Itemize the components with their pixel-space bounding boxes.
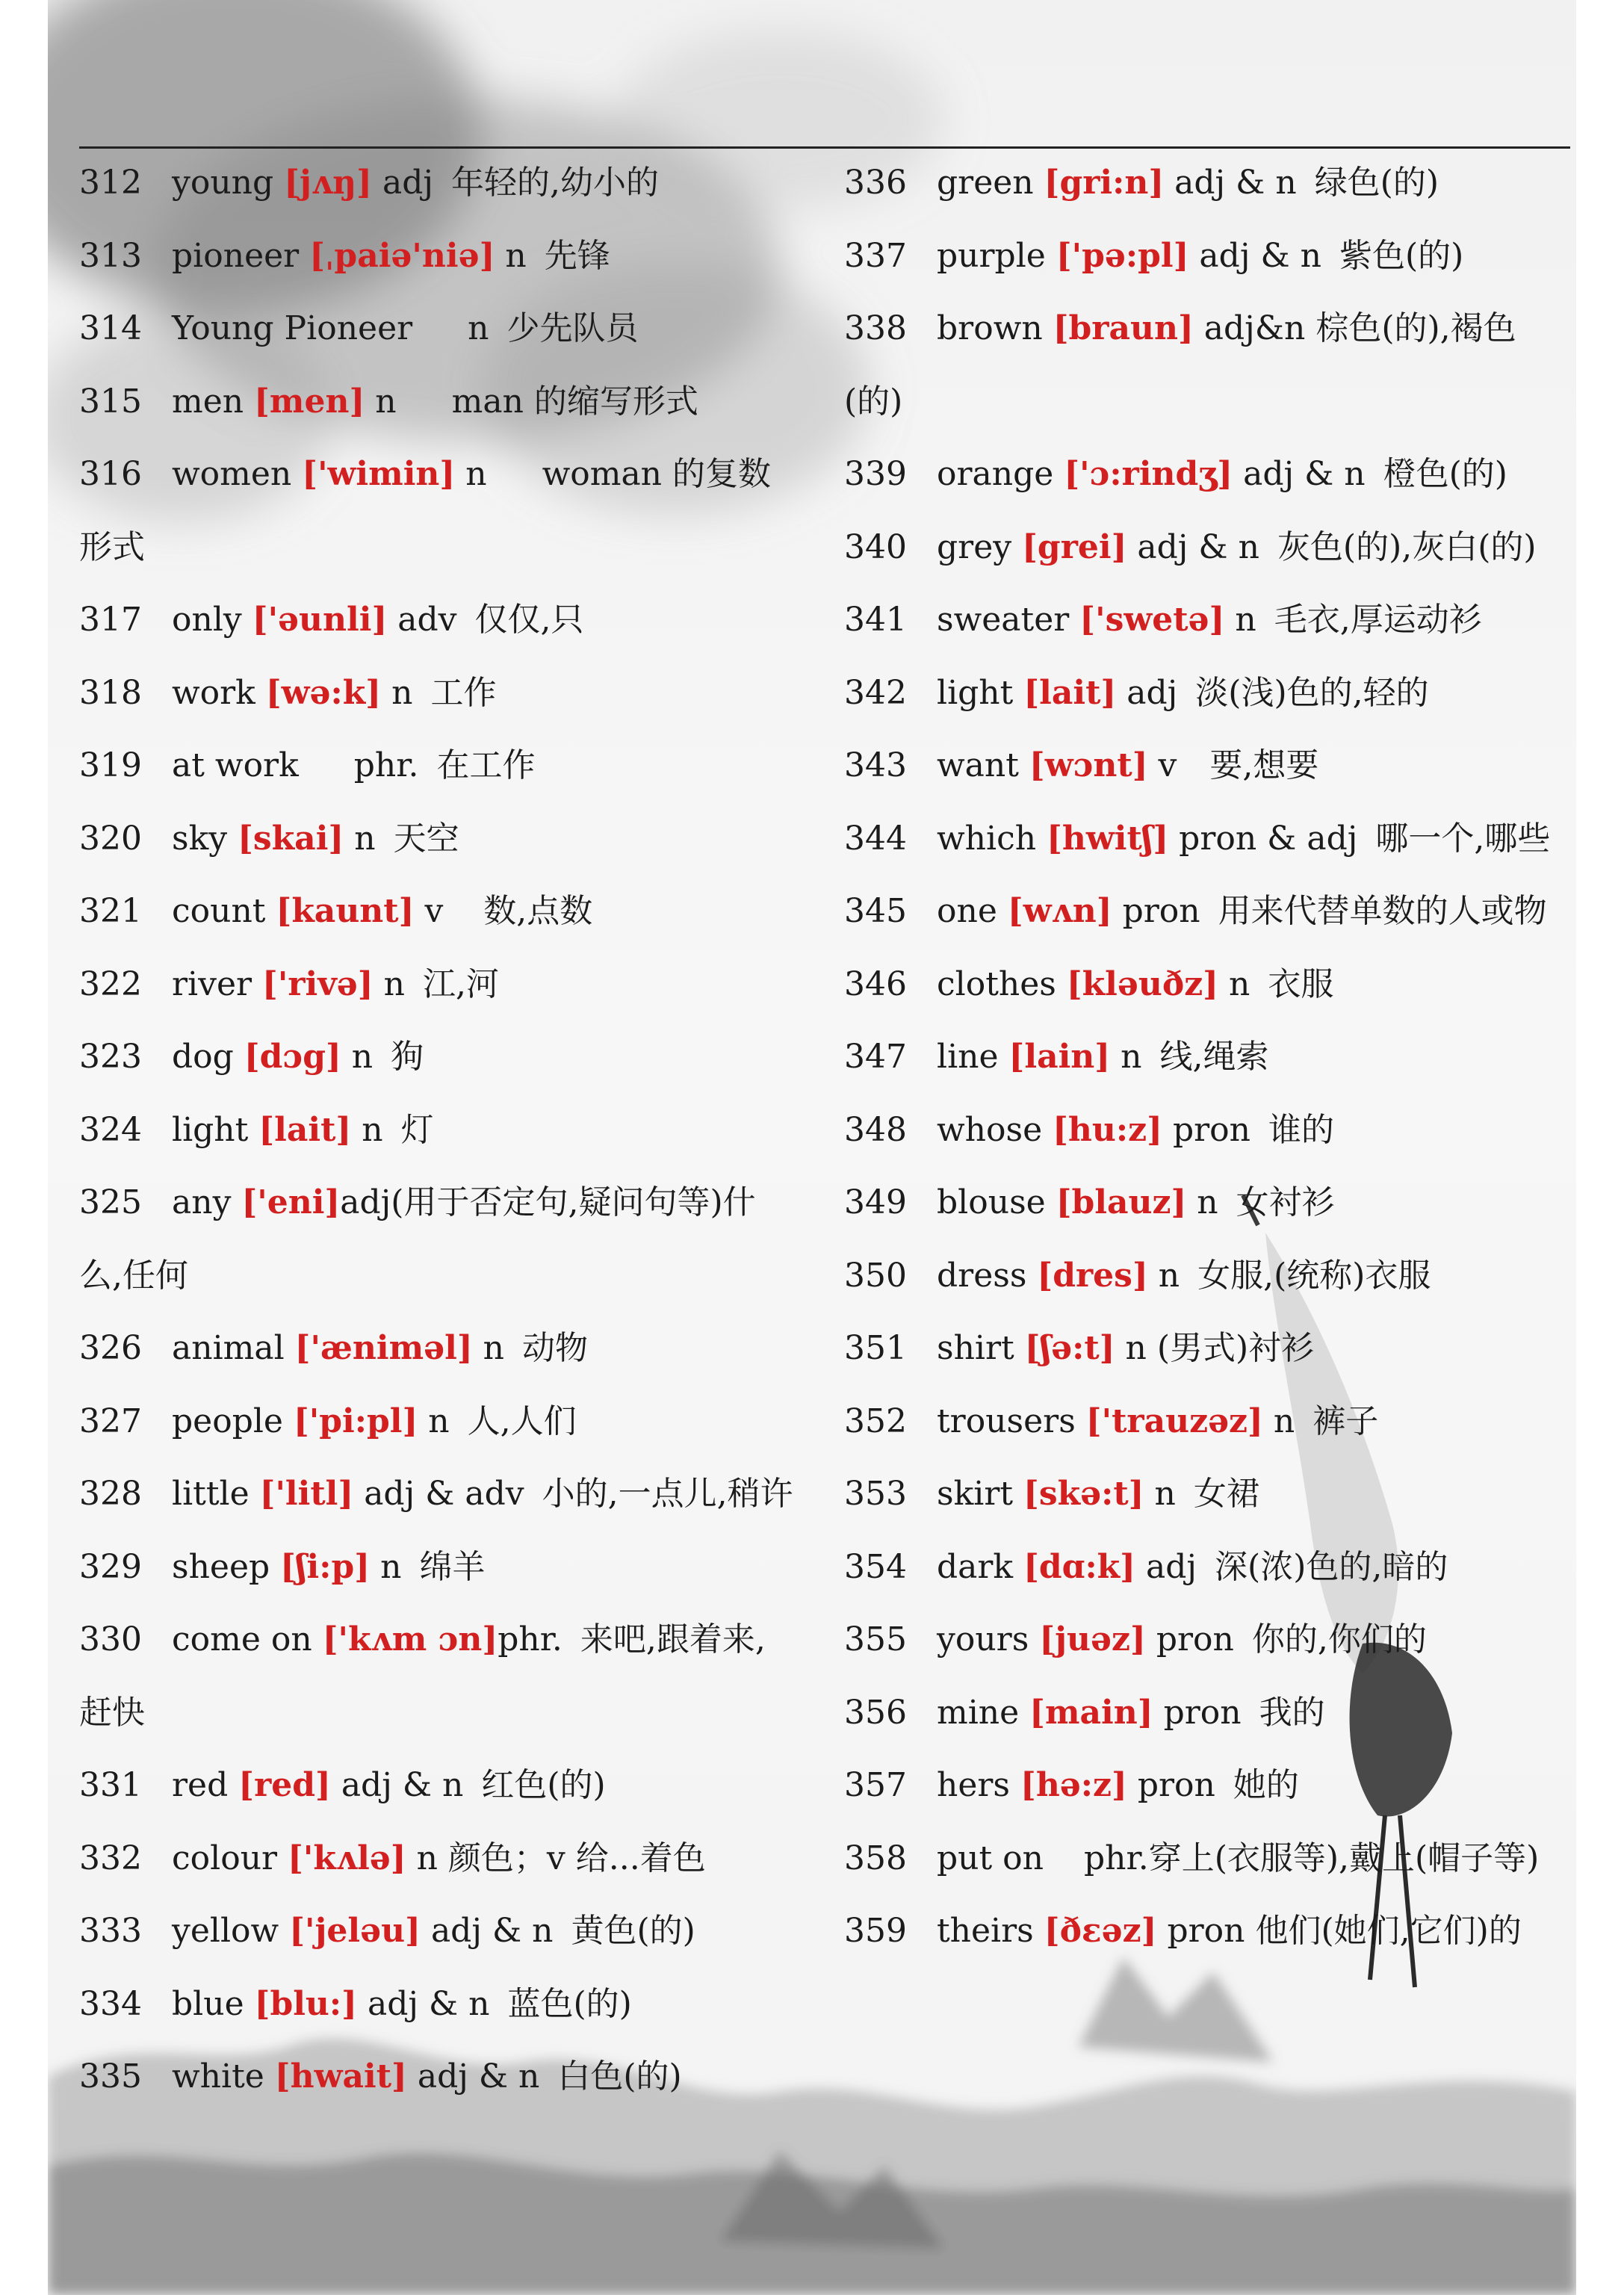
list-item (79, 1968, 796, 2041)
entry-pos: n (1121, 1038, 1142, 1076)
entry-number: 358 (844, 1839, 907, 1877)
entry-word: line (937, 1038, 999, 1076)
entry-number: 314 (79, 309, 142, 347)
entry-number: 337 (844, 236, 907, 275)
entry-pos: phr. (353, 746, 419, 784)
entry-word: brown (937, 309, 1043, 347)
entry-pos: adv (397, 601, 457, 639)
list-item (844, 1312, 1561, 1385)
entry-pos: n (1158, 1256, 1180, 1295)
entry-phonetic: [lait] (258, 1110, 352, 1149)
entry-phonetic: [dɔg] (244, 1038, 341, 1076)
list-item (79, 2040, 796, 2113)
entry-number: 335 (79, 2057, 142, 2096)
entry-pos: n (1273, 1402, 1295, 1440)
list-item (79, 657, 796, 730)
list-item (844, 1895, 1561, 1968)
entry-phonetic: ['wimin] (302, 455, 456, 493)
list-item (844, 1239, 1561, 1313)
entry-phonetic: [grei] (1022, 527, 1127, 566)
entry-phonetic: ['litl] (259, 1475, 354, 1513)
entry-word: sheep (172, 1547, 270, 1586)
list-item (844, 875, 1561, 948)
entry-number: 330 (79, 1620, 142, 1658)
entry-meaning: 我的 (1259, 1693, 1325, 1732)
entry-phonetic: [dɑ:k] (1023, 1547, 1135, 1586)
entry-meaning: 灯 (400, 1110, 434, 1149)
entry-phonetic: [wʌn] (1007, 892, 1112, 930)
entry-meaning: 绿色(的) (1314, 164, 1439, 202)
entry-word: count (172, 892, 266, 930)
entry-word: trousers (937, 1402, 1076, 1440)
entry-number: 349 (844, 1183, 907, 1221)
entry-phonetic: [dres] (1037, 1256, 1148, 1295)
list-item (79, 438, 796, 583)
entry-word: orange (937, 455, 1054, 493)
entry-word: which (937, 819, 1037, 858)
entry-number: 351 (844, 1329, 907, 1367)
entry-phonetic: ['pi:pl] (293, 1402, 418, 1440)
entry-pos: pron (1172, 1110, 1250, 1149)
entry-meaning: 棕色(的),褐色(的) (844, 309, 1516, 421)
entry-word: dress (937, 1256, 1027, 1295)
entry-pos: pron (1156, 1620, 1234, 1658)
entry-number: 320 (79, 819, 142, 858)
entry-number: 353 (844, 1475, 907, 1513)
entry-pos: n (416, 1839, 438, 1877)
entry-meaning: 线,绳索 (1159, 1038, 1269, 1076)
entry-meaning: 年轻的,幼小的 (451, 164, 660, 202)
entry-word: blouse (937, 1183, 1046, 1221)
entry-phonetic: [kaunt] (276, 892, 415, 930)
list-item (844, 1749, 1561, 1822)
entry-word: come on (172, 1620, 312, 1658)
entry-number: 346 (844, 964, 907, 1003)
entry-pos: adj & n (1174, 164, 1297, 202)
entry-phonetic: [jʌŋ] (284, 164, 372, 202)
entry-meaning: 她的 (1233, 1766, 1299, 1804)
entry-phonetic: [skə:t] (1023, 1475, 1144, 1513)
list-item (844, 511, 1561, 584)
entry-word: young (172, 164, 274, 202)
entry-pos: n (505, 236, 527, 275)
entry-word: red (172, 1766, 229, 1804)
entry-phonetic: ['pә:pl] (1056, 236, 1189, 275)
entry-pos: adj (340, 1183, 391, 1221)
entry-meaning: 来吧,跟着来,赶快 (79, 1620, 766, 1732)
entry-number: 327 (79, 1402, 142, 1440)
entry-meaning: 女服,(统称)衣服 (1197, 1256, 1431, 1295)
entry-number: 317 (79, 601, 142, 639)
entry-pos: adj & n (367, 1984, 490, 2023)
entry-phonetic: [hwitʃ] (1047, 819, 1169, 858)
entry-number: 347 (844, 1038, 907, 1076)
entry-number: 325 (79, 1183, 142, 1221)
entry-pos: n (468, 309, 489, 347)
entry-pos: n (383, 964, 405, 1003)
list-item (844, 1094, 1561, 1167)
entry-meaning: 人,人们 (467, 1402, 577, 1440)
entry-word: grey (937, 527, 1012, 566)
entry-number: 323 (79, 1038, 142, 1076)
entry-meaning: woman 的复数形式 (79, 455, 772, 566)
entry-pos: v (424, 892, 444, 930)
list-item (79, 1166, 796, 1312)
entry-word: people (172, 1402, 283, 1440)
entry-number: 357 (844, 1766, 907, 1804)
entry-meaning: man 的缩写形式 (451, 382, 698, 421)
list-item (844, 1020, 1561, 1094)
list-item (844, 1603, 1561, 1676)
list-item (844, 1166, 1561, 1239)
entry-word: animal (172, 1329, 285, 1367)
entry-number: 329 (79, 1547, 142, 1586)
entry-meaning: 先锋 (544, 236, 610, 275)
entry-number: 328 (79, 1475, 142, 1513)
list-item (844, 802, 1561, 876)
entry-word: light (172, 1110, 249, 1149)
entry-word: at work (172, 746, 299, 784)
entry-phonetic: ['kʌlә] (288, 1839, 406, 1877)
entry-phonetic: ['trauzəz] (1085, 1402, 1263, 1440)
entry-pos: pron (1137, 1766, 1215, 1804)
entry-meaning: 衣服 (1268, 964, 1334, 1003)
entry-meaning: 毛衣,厚运动衫 (1274, 601, 1482, 639)
entry-phonetic: [blauz] (1056, 1183, 1187, 1221)
entry-word: mine (937, 1693, 1020, 1732)
entry-meaning: 少先队员 (506, 309, 639, 347)
entry-phonetic: [lait] (1023, 673, 1117, 712)
list-item (844, 220, 1561, 293)
entry-pos: n (354, 819, 376, 858)
entry-meaning: 仅仅,只 (474, 601, 584, 639)
entry-pos: adj & n (430, 1912, 554, 1950)
list-item (79, 1385, 796, 1458)
entry-phonetic: [blu:] (254, 1984, 357, 2023)
entry-number: 350 (844, 1256, 907, 1295)
entry-meaning: 灰色(的),灰白(的) (1277, 527, 1537, 566)
list-item (79, 948, 796, 1021)
entry-meaning: 数,点数 (483, 892, 593, 930)
entry-word: colour (172, 1839, 278, 1877)
list-item (79, 802, 796, 876)
entry-phonetic: ['kʌm ɔn] (322, 1620, 498, 1658)
list-item (79, 292, 796, 365)
entry-meaning: 裤子 (1312, 1402, 1379, 1440)
entry-meaning: 天空 (393, 819, 459, 858)
entry-phonetic: [main] (1029, 1693, 1153, 1732)
list-item (79, 583, 796, 657)
entry-pos: adj & adv (364, 1475, 524, 1513)
entry-meaning: 黄色(的) (571, 1912, 695, 1950)
entry-meaning: 颜色；v 给...着色 (447, 1839, 706, 1877)
entry-meaning: (用于否定句,疑问句等)什么,任何 (79, 1183, 756, 1295)
list-item (844, 292, 1561, 438)
entry-number: 338 (844, 309, 907, 347)
entry-pos: adj (1146, 1547, 1197, 1586)
entry-word: Young Pioneer (172, 309, 413, 347)
entry-number: 339 (844, 455, 907, 493)
entry-meaning: 白色(的) (557, 2057, 682, 2096)
list-item (79, 1895, 796, 1968)
entry-word: men (172, 382, 244, 421)
entry-word: one (937, 892, 997, 930)
list-item (79, 1749, 796, 1822)
entry-pos: phr. (1084, 1839, 1149, 1877)
list-item (79, 1822, 796, 1895)
entry-phonetic: [hu:z] (1053, 1110, 1162, 1149)
list-item (844, 583, 1561, 657)
entry-phonetic: ['ɔ:rindʒ] (1064, 455, 1233, 493)
entry-phonetic: ['swetə] (1079, 601, 1225, 639)
entry-word: skirt (937, 1475, 1014, 1513)
entry-word: want (937, 746, 1019, 784)
list-item (844, 1458, 1561, 1531)
entry-number: 334 (79, 1984, 142, 2023)
entry-number: 313 (79, 236, 142, 275)
list-item (79, 1531, 796, 1604)
entry-phonetic: [ðεəz] (1044, 1912, 1157, 1950)
entry-phonetic: ['ænimәl] (294, 1329, 473, 1367)
list-item (844, 1822, 1561, 1895)
entry-phonetic: [lain] (1008, 1038, 1111, 1076)
entry-number: 322 (79, 964, 142, 1003)
entry-number: 324 (79, 1110, 142, 1149)
entry-phonetic: [red] (238, 1766, 331, 1804)
entry-meaning: 在工作 (436, 746, 536, 784)
entry-number: 355 (844, 1620, 907, 1658)
list-item (79, 365, 796, 439)
entry-word: hers (937, 1766, 1010, 1804)
entry-meaning: 穿上(衣服等),戴上(帽子等) (1148, 1839, 1540, 1877)
entry-pos: pron (1122, 892, 1200, 930)
list-item (844, 1385, 1561, 1458)
entry-word: yours (937, 1620, 1029, 1658)
entry-phonetic: [hwait] (274, 2057, 407, 2096)
list-item (844, 1676, 1561, 1750)
entry-meaning: 用来代替单数的人或物 (1218, 892, 1547, 930)
entry-phonetic: [gri:n] (1044, 164, 1165, 202)
entry-number: 319 (79, 746, 142, 784)
entry-word: yellow (172, 1912, 279, 1950)
entry-number: 348 (844, 1110, 907, 1149)
entry-word: women (172, 455, 292, 493)
entry-pos: n (1235, 601, 1256, 639)
entry-phonetic: [juəz] (1039, 1620, 1146, 1658)
entry-meaning: 哪一个,哪些 (1375, 819, 1551, 858)
entry-meaning: 动物 (522, 1329, 588, 1367)
entry-pos: adj & n (341, 1766, 464, 1804)
entry-phonetic: [skai] (238, 819, 344, 858)
entry-meaning: 深(浓)色的,暗的 (1215, 1547, 1448, 1586)
entry-number: 336 (844, 164, 907, 202)
entry-word: white (172, 2057, 264, 2096)
entry-pos: pron & adj (1179, 819, 1358, 858)
entry-word: theirs (937, 1912, 1034, 1950)
entry-pos: pron (1167, 1912, 1245, 1950)
entry-word: light (937, 673, 1014, 712)
entry-pos: n (391, 673, 413, 712)
entry-meaning: (男式)衬衫 (1156, 1329, 1315, 1367)
entry-pos: phr. (498, 1620, 562, 1658)
entry-word: dark (937, 1547, 1014, 1586)
entry-pos: adj & n (1243, 455, 1366, 493)
list-item (844, 657, 1561, 730)
entry-word: blue (172, 1984, 244, 2023)
entry-word: purple (937, 236, 1046, 275)
entry-word: sweater (937, 601, 1070, 639)
entry-phonetic: ['rivə] (262, 964, 374, 1003)
entry-pos: n (1125, 1329, 1147, 1367)
entry-number: 316 (79, 455, 142, 493)
entry-number: 341 (844, 601, 907, 639)
entry-meaning: 紫色(的) (1339, 236, 1464, 275)
list-item (79, 1458, 796, 1531)
entry-word: any (172, 1183, 232, 1221)
list-item (844, 438, 1561, 511)
entry-pos: n (1229, 964, 1250, 1003)
entry-phonetic: ['jeləu] (289, 1912, 421, 1950)
list-item (79, 146, 796, 220)
entry-word: put on (937, 1839, 1044, 1877)
entry-word: work (172, 673, 255, 712)
entry-meaning: 小的,一点儿,稍许 (542, 1475, 793, 1513)
entry-number: 332 (79, 1839, 142, 1877)
entry-phonetic: [hә:z] (1020, 1766, 1127, 1804)
entry-number: 321 (79, 892, 142, 930)
list-item (79, 875, 796, 948)
entry-pos: adj (382, 164, 434, 202)
list-item (79, 729, 796, 802)
entry-meaning: 橙色(的) (1383, 455, 1507, 493)
entry-meaning: 要,想要 (1209, 746, 1319, 784)
list-item (844, 948, 1561, 1021)
entry-meaning: 他们(她们,它们)的 (1255, 1912, 1522, 1950)
entry-phonetic: [braun] (1053, 309, 1194, 347)
entry-meaning: 淡(浅)色的,轻的 (1195, 673, 1429, 712)
entry-phonetic: [ʃә:t] (1024, 1329, 1115, 1367)
entry-word: sky (172, 819, 228, 858)
entry-word: green (937, 164, 1034, 202)
list-item (79, 1603, 796, 1749)
entry-pos: pron (1163, 1693, 1242, 1732)
entry-pos: adj & n (417, 2057, 540, 2096)
entry-number: 342 (844, 673, 907, 712)
entry-phonetic: [ʃi:p] (280, 1547, 371, 1586)
entry-meaning: 女裙 (1193, 1475, 1259, 1513)
entry-number: 331 (79, 1766, 142, 1804)
entry-pos: adj & n (1137, 527, 1259, 566)
entry-number: 333 (79, 1912, 142, 1950)
entry-number: 326 (79, 1329, 142, 1367)
right-column (844, 146, 1561, 1968)
entry-meaning: 狗 (391, 1038, 424, 1076)
vocabulary-page (48, 0, 1576, 2295)
entry-phonetic: [wə:k] (265, 673, 382, 712)
entry-pos: adj & n (1199, 236, 1321, 275)
entry-number: 344 (844, 819, 907, 858)
entry-meaning: 工作 (430, 673, 497, 712)
entry-meaning: 红色(的) (481, 1766, 606, 1804)
entry-pos: adj (1126, 673, 1178, 712)
entry-phonetic: [men] (254, 382, 365, 421)
list-item (79, 220, 796, 293)
entry-number: 352 (844, 1402, 907, 1440)
list-item (844, 729, 1561, 802)
entry-word: shirt (937, 1329, 1014, 1367)
left-column (79, 146, 796, 2113)
entry-phonetic: ['əunli] (252, 601, 388, 639)
entry-meaning: 蓝色(的) (507, 1984, 632, 2023)
entry-pos: n (375, 382, 397, 421)
entry-word: clothes (937, 964, 1056, 1003)
entry-meaning: 江,河 (422, 964, 499, 1003)
entry-phonetic: [wɔnt] (1029, 746, 1148, 784)
entry-pos: n (428, 1402, 450, 1440)
list-item (79, 1312, 796, 1385)
list-item (844, 146, 1561, 220)
entry-number: 315 (79, 382, 142, 421)
entry-number: 354 (844, 1547, 907, 1586)
list-item (79, 1094, 796, 1167)
entry-phonetic: [kləuðz] (1066, 964, 1218, 1003)
entry-pos: v (1158, 746, 1177, 784)
entry-pos: n (1197, 1183, 1218, 1221)
entry-word: whose (937, 1110, 1043, 1149)
entry-pos: n (483, 1329, 504, 1367)
entry-meaning: 女衬衫 (1236, 1183, 1335, 1221)
entry-number: 340 (844, 527, 907, 566)
entry-meaning: 你的,你们的 (1251, 1620, 1427, 1658)
entry-pos: n (380, 1547, 402, 1586)
entry-phonetic: [ˌpaiə'niə] (309, 236, 495, 275)
entry-pos: n (1154, 1475, 1176, 1513)
entry-word: only (172, 601, 242, 639)
entry-number: 343 (844, 746, 907, 784)
list-item (844, 1531, 1561, 1604)
entry-meaning: 谁的 (1268, 1110, 1334, 1149)
entry-pos: n (465, 455, 487, 493)
entry-word: pioneer (172, 236, 300, 275)
entry-pos: n (362, 1110, 383, 1149)
entry-meaning: 绵羊 (419, 1547, 486, 1586)
entry-number: 356 (844, 1693, 907, 1732)
entry-pos: n (351, 1038, 374, 1076)
list-item (79, 1020, 796, 1094)
entry-pos: adj&n (1203, 309, 1306, 347)
entry-number: 318 (79, 673, 142, 712)
entry-word: dog (172, 1038, 234, 1076)
entry-word: river (172, 964, 252, 1003)
entry-word: little (172, 1475, 250, 1513)
entry-number: 359 (844, 1912, 907, 1950)
entry-number: 345 (844, 892, 907, 930)
entry-number: 312 (79, 164, 142, 202)
entry-phonetic: ['eni] (241, 1183, 341, 1221)
